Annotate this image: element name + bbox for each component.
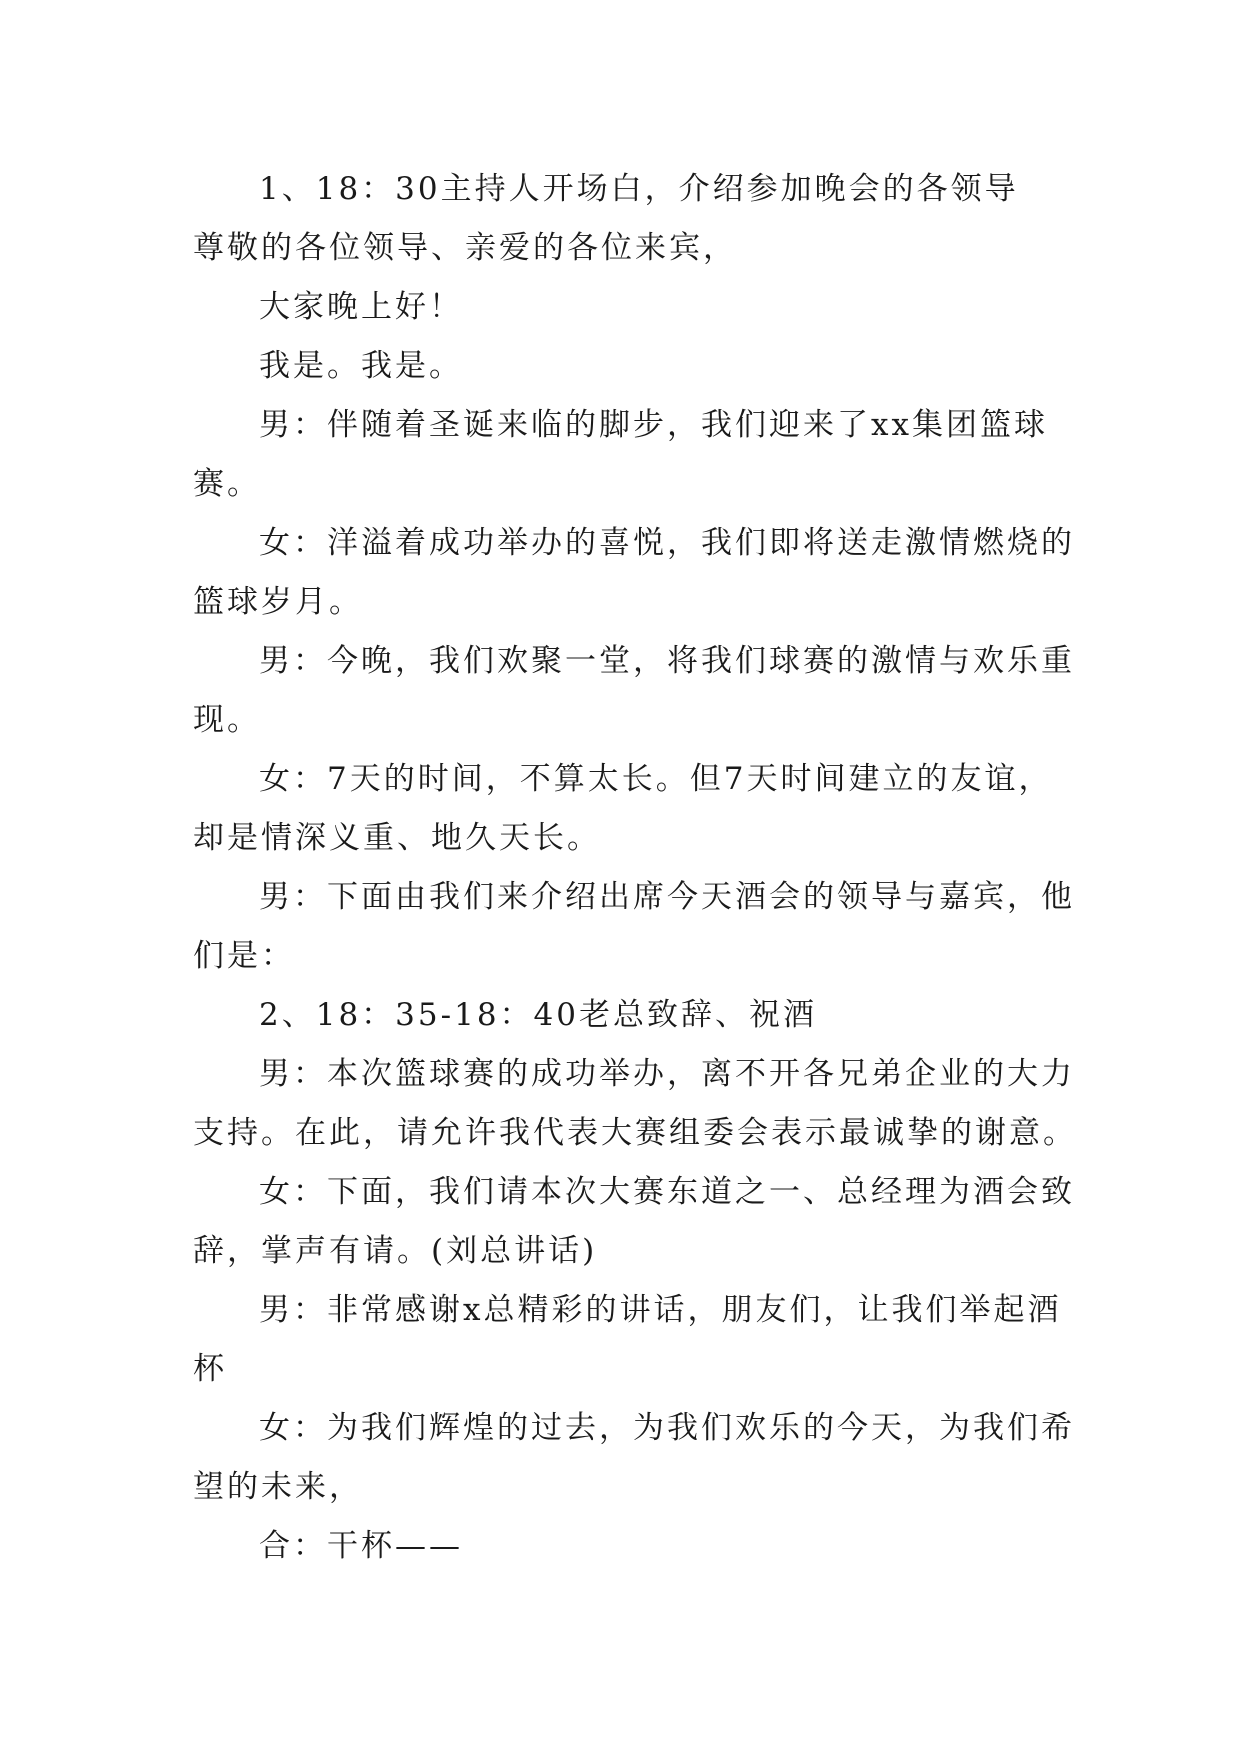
- paragraph-toast-agenda: 2、18：35-18：40老总致辞、祝酒: [259, 997, 817, 1033]
- paragraph-male-christmas: 男：伴随着圣诞来临的脚步，我们迎来了xx集团篮球赛。: [193, 407, 1048, 502]
- paragraph-female-future: 女：为我们辉煌的过去，为我们欢乐的今天，为我们希望的未来，: [193, 1410, 1075, 1505]
- paragraph-female-seven-days: 女：7天的时间，不算太长。但7天时间建立的友谊，却是情深义重、地久天长。: [193, 761, 1053, 856]
- paragraph-host-intro: 我是。我是。: [259, 348, 463, 384]
- document-body: [193, 160, 1083, 1576]
- paragraph-male-tonight: 男：今晚，我们欢聚一堂，将我们球赛的激情与欢乐重现。: [193, 643, 1075, 738]
- paragraph-female-joy: 女：洋溢着成功举办的喜悦，我们即将送走激情燃烧的篮球岁月。: [193, 525, 1075, 620]
- paragraph-male-raise-glass: 男：非常感谢x总精彩的讲话，朋友们，让我们举起酒杯: [193, 1292, 1062, 1387]
- paragraph-female-speech-invite: 女：下面，我们请本次大赛东道之一、总经理为酒会致辞，掌声有请。(刘总讲话): [193, 1174, 1075, 1269]
- paragraph-good-evening: 大家晚上好！: [259, 289, 463, 325]
- paragraph-greeting-guests: 尊敬的各位领导、亲爱的各位来宾，: [193, 230, 737, 266]
- paragraph-opening-agenda: 1、18：30主持人开场白，介绍参加晚会的各领导: [259, 171, 1019, 207]
- paragraph-male-thanks: 男：本次篮球赛的成功举办，离不开各兄弟企业的大力支持。在此，请允许我代表大赛组委会表示最诚挚的谢意。: [193, 1056, 1077, 1151]
- paragraph-male-introduce-guests: 男：下面由我们来介绍出席今天酒会的领导与嘉宾，他们是：: [193, 879, 1075, 974]
- paragraph-together-cheers: 合：干杯——: [259, 1528, 463, 1564]
